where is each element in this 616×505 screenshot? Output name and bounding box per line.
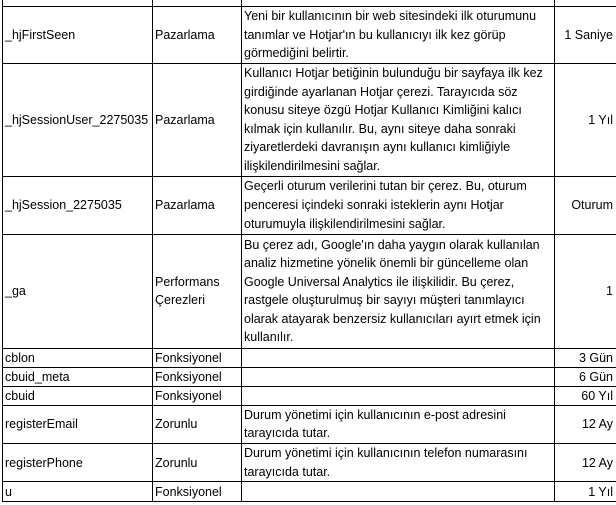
cell-name: cbuid bbox=[3, 386, 153, 405]
cell-category: Pazarlama bbox=[153, 7, 242, 64]
cell-description-text: Bu çerez adı, Google'ın daha yaygın olarak kullanılan analiz hizmetine yönelik önemli bir güncelleme olan Google Universal Analytics ile ilişkilidir. Bu çerez, rastgele oluşturulmuş bir sayıyı müşteri tanımlayıcı olarak atayarak benzersiz kullanıcıları ayırt etmek için kullanılır. bbox=[244, 237, 541, 345]
cell-name: registerEmail bbox=[3, 405, 153, 443]
cell-description bbox=[242, 405, 555, 443]
cell-duration: 1 Yıl bbox=[555, 63, 616, 176]
table-row bbox=[3, 405, 616, 443]
cell-category: Fonksiyonel bbox=[153, 367, 242, 386]
cell-name: registerPhone bbox=[3, 443, 153, 481]
cell-description bbox=[242, 7, 555, 64]
table-row bbox=[3, 234, 616, 348]
cell-duration: 3 Gün bbox=[555, 348, 616, 367]
cell-name: _hjSession_2275035 bbox=[3, 176, 153, 234]
cell-description-text: Yeni bir kullanıcının bir web sitesindeki ilk oturumunu tanımlar ve Hotjar'ın bu kullanıcıyı ilk kez görüp görmediğini belirtir. bbox=[244, 9, 537, 61]
cookie-table bbox=[2, 0, 616, 502]
cell-description bbox=[242, 63, 555, 176]
table-row bbox=[3, 443, 616, 481]
cell-category: Fonksiyonel bbox=[153, 386, 242, 405]
cell-duration: 1 bbox=[555, 234, 616, 348]
table-row bbox=[3, 63, 616, 176]
cell-category: Fonksiyonel bbox=[153, 348, 242, 367]
cell-description bbox=[242, 348, 555, 367]
cell-description bbox=[242, 367, 555, 386]
table-row bbox=[3, 386, 616, 405]
cell-name: _ga bbox=[3, 234, 153, 348]
cell-duration: 60 Yıl bbox=[555, 386, 616, 405]
cell-category: Fonksiyonel bbox=[153, 482, 242, 502]
table-row bbox=[3, 482, 616, 502]
cell-category: Zorunlu bbox=[153, 443, 242, 481]
table-row bbox=[3, 7, 616, 64]
table-row bbox=[3, 176, 616, 234]
cell-category: Performans Çerezleri bbox=[153, 234, 242, 348]
cell-description bbox=[242, 482, 555, 502]
cell-duration: 12 Ay bbox=[555, 443, 616, 481]
cell-description bbox=[242, 234, 555, 348]
table-row bbox=[3, 348, 616, 367]
cell-description bbox=[242, 176, 555, 234]
cell-category: Zorunlu bbox=[153, 405, 242, 443]
cell-duration: 12 Ay bbox=[555, 405, 616, 443]
cell-name: _hjSessionUser_2275035 bbox=[3, 63, 153, 176]
cell-category: Pazarlama bbox=[153, 176, 242, 234]
cell-name: cblon bbox=[3, 348, 153, 367]
cell-description-text: Durum yönetimi için kullanıcının e-post adresini tarayıcıda tutar. bbox=[244, 407, 506, 441]
cell-description-text: Geçerli oturum verilerini tutan bir çerez. Bu, oturum penceresi içindeki sonraki isteklerin aynı Hotjar oturumuyla ilişkilendirilmesini sağlar. bbox=[244, 179, 527, 231]
table-row bbox=[3, 367, 616, 386]
cell-duration: 1 Saniye bbox=[555, 7, 616, 64]
cell-description bbox=[242, 386, 555, 405]
cell-name: _hjFirstSeen bbox=[3, 7, 153, 64]
cell-name: u bbox=[3, 482, 153, 502]
cell-description bbox=[242, 443, 555, 481]
cell-description-text: Kullanıcı Hotjar betiğinin bulunduğu bir sayfaya ilk kez girdiğinde ayarlanan Hotjar çerezi. Tarayıcıda söz konusu siteye özgü Hotjar Kullanıcı Kimliğini kalıcı kılmak için kullanılır. Bu, aynı siteye daha sonraki ziyaretlerdeki davranışın aynı kullanıcı kimliğiyle ilişkilendirilmesini sağlar. bbox=[244, 66, 543, 173]
cell-category: Pazarlama bbox=[153, 63, 242, 176]
cell-duration: 1 Yıl bbox=[555, 482, 616, 502]
cell-duration: Oturum bbox=[555, 176, 616, 234]
cell-name: cbuid_meta bbox=[3, 367, 153, 386]
cell-duration: 6 Gün bbox=[555, 367, 616, 386]
cell-description-text: Durum yönetimi için kullanıcının telefon numarasını tarayıcıda tutar. bbox=[244, 445, 528, 479]
